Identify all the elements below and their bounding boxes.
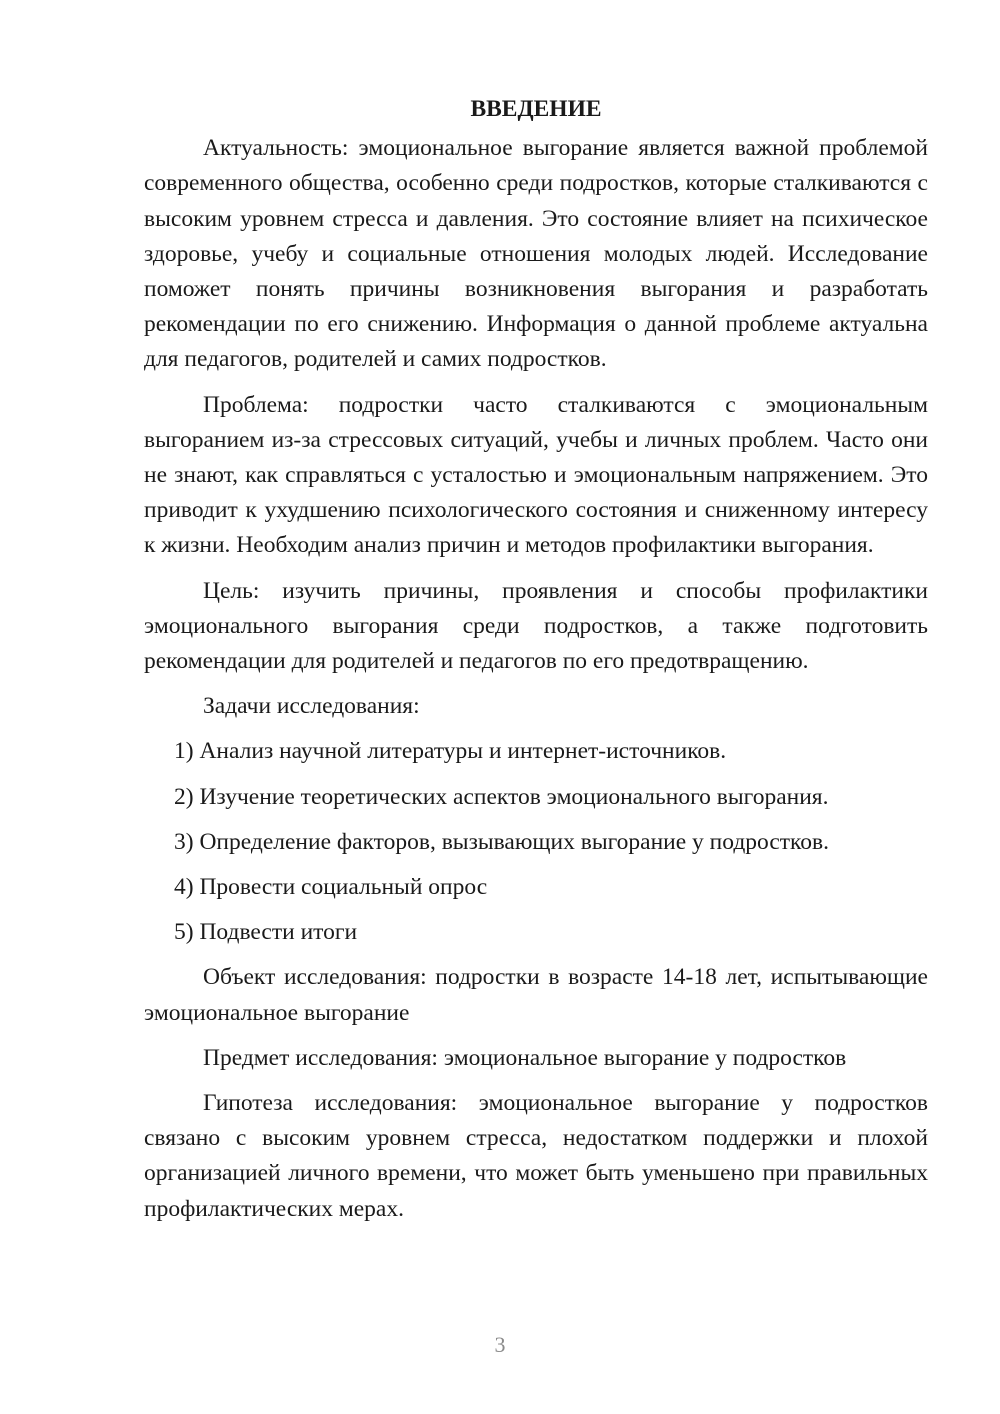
task-item-1: 1) Анализ научной литературы и интернет-источников. [174, 738, 727, 765]
task-item-4: 4) Провести социальный опрос [174, 874, 488, 901]
problem-paragraph: Проблема: подростки часто сталкиваются с эмоциональным выгоранием из-за стрессовых ситуаций, учебы и личных проблем. Часто они не знают, как справляться с усталостью и эмоциональным напряжением. Это приводит к ухудшению психологического состояния и сниженному интересу к жизни. Необходим анализ причин и методов профилактики выгорания. [144, 391, 928, 559]
tasks-list [144, 734, 928, 950]
task-item-5: 5) Подвести итоги [174, 919, 358, 946]
subject-paragraph: Предмет исследования: эмоциональное выгорание у подростков [203, 1044, 847, 1071]
page-number: 3 [494, 1332, 506, 1357]
task-item-3: 3) Определение факторов, вызывающих выгорание у подростков. [174, 828, 830, 855]
goal-paragraph: Цель: изучить причины, проявления и способы профилактики эмоционального выгорания среди подростков, а также подготовить рекомендации для родителей и педагогов по его предотвращению. [144, 577, 928, 675]
object-paragraph: Объект исследования: подростки в возрасте 14-18 лет, испытывающие эмоциональное выгорание [144, 964, 928, 1026]
hypothesis-paragraph: Гипотеза исследования: эмоциональное выгорание у подростков связано с высоким уровнем стресса, недостатком поддержки и плохой организацией личного времени, что может быть уменьшено при правильных профилактических мерах. [144, 1090, 928, 1222]
page-title: ВВЕДЕНИЕ [470, 96, 602, 122]
tasks-heading: Задачи исследования: [203, 693, 420, 720]
document-body [144, 92, 928, 1237]
task-item-2: 2) Изучение теоретических аспектов эмоционального выгорания. [174, 783, 829, 810]
relevance-paragraph: Актуальность: эмоциональное выгорание является важной проблемой современного общества, особенно среди подростков, которые сталкиваются с высоким уровнем стресса и давления. Это состояние влияет на психическое здоровье, учебу и социальные отношения молодых людей. Исследование поможет понять причины возникновения выгорания и разработать рекомендации по его снижению. Информация о данной проблеме актуальна для педагогов, родителей и самих подростков. [144, 135, 928, 373]
